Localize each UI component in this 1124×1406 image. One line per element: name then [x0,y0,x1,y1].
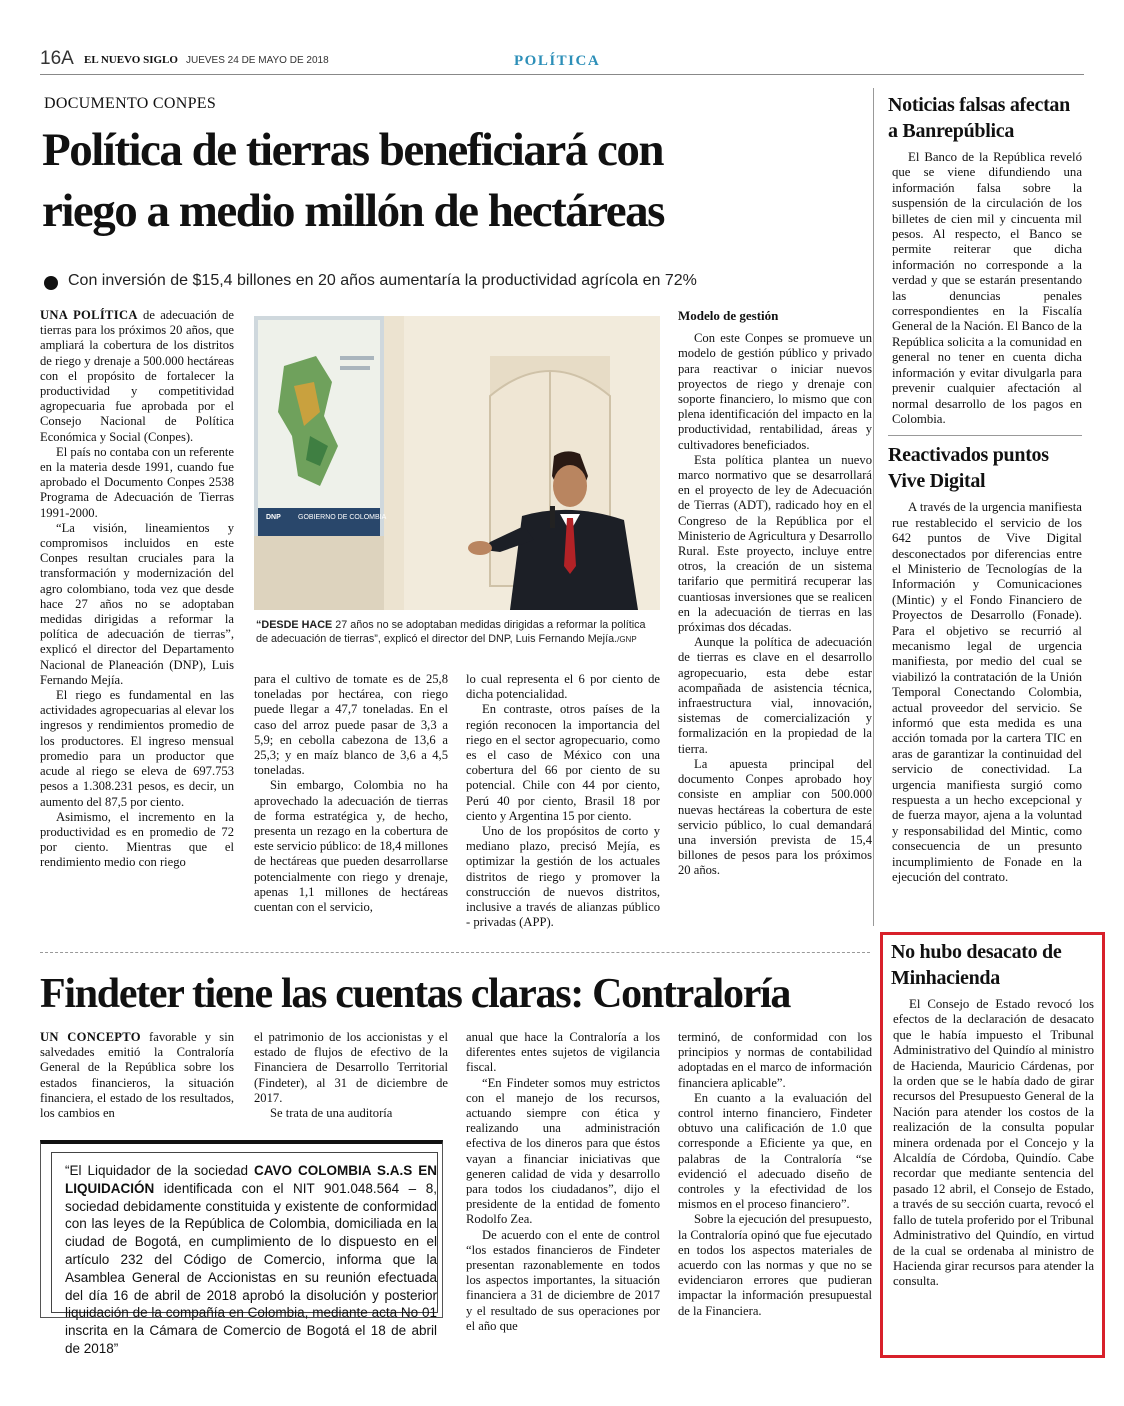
main-column-1 [40,308,234,871]
header-rule [40,74,1084,75]
brief-body: El Banco de la República reveló que se viene difundiendo una información falsa sobre la suspensión de la circulación de los billetes de cien mil y cincuenta mil pesos. Al respecto, el Banco se permite reiterar que dicha información no corresponde a la verdad y que se estarán presentando las denuncias penales correspondientes en la Fiscalía General de la Nación. El Banco de la República solicita a la comunidad en general no tener en cuenta dicha información y evitar divulgarla para prevenir cualquier afectación al normal desarrollo de los pagos en Colombia. [892,150,1082,426]
screen-tag-gobierno: GOBIERNO DE COLOMBIA [298,514,387,521]
brief-body: El Consejo de Estado revocó los efectos de la declaración de desacato que le había impuesto el Tribunal Administrativo del Quindío al ministro de Hacienda, Mauricio Cárdenas, por la orden que se le había dado de girar recursos del Presupuesto General de la Nación para atender los costos de la realización de la consulta popular minera ordenada por el Concejo y la Alcaldía de Córdoba, Quindío. Cabe recordar que mediante sentencia del pasado 12 abril, el Consejo de Estado, a través de su sección cuarta, revocó el fallo de tutela proferido por el Tribunal Administrativo del Quindío, en virtud de la cual se ordenaba al ministro de Hacienda girar recursos para atender la consulta. [893,997,1094,1289]
legal-notice-text: “El Liquidador de la sociedad CAVO COLOMBIA S.A.S EN LIQUIDACIÓN identificada con el NIT 901.048.564 – 8, sociedad debidamente constituida y existente de conformidad con las leyes de la República de Colombia, domiciliada en la ciudad de Bogotá, en cumplimiento de lo dispuesto en el artículo 232 del Código de Comercio, informa que la Asamblea General de Accionistas en su reunión efectuada del día 16 de abril de 2018 aprobó la disolución y posterior liquidación de la compañía en Colombia, mediante acta No 01 inscrita en la Cámara de Comercio de Bogotá el 18 de abril de 2018” [65,1163,437,1356]
masthead: EL NUEVO SIGLO [84,54,178,66]
photo-credit: /GNP [617,635,637,644]
paragraph: el patrimonio de los accionistas y el estado de flujos de efectivo de la Financiera de Desarrollo Territorial (Findeter), al 31 de diciembre de 2017. [254,1030,448,1105]
findeter-headline: Findeter tiene las cuentas claras: Contraloría [40,971,791,1017]
paragraph: La apuesta principal del documento Conpes aprobado hoy consiste en ampliar con 500.000 nuevas hectáreas la cobertura de este servicio público, lo cual demandará una inversión prevista de 15,4 billones de pesos para los próximos 20 años. [678,756,872,878]
paragraph: “En Findeter somos muy estrictos con el manejo de los recursos, actuando siempre con ética y realizando una administración efectiva de los dineros para que éstos vayan a financiar iniciativas que generen calidad de vida y desarrollo para todos los ciudadanos”, dijo el presidente de la entidad de fomento Rodolfo Zea. [466,1075,660,1227]
subhead-bullet [44,276,58,290]
paragraph: terminó, de conformidad con los principios y normas de contabilidad adoptadas en el marco de información financiera aplicable”. [678,1030,872,1090]
caption-lead: “DESDE HACE [256,619,333,631]
page-header [40,48,1084,74]
paragraph: En cuanto a la evaluación del control interno financiero, Findeter obtuvo una calificación de 1.0 que corresponde a Eficiente ya que, en palabras de la Contraloría “se evidenció el adecuado diseño de controles y la efectividad de los mismos en el proceso financiero”. [678,1090,872,1212]
findeter-column-3 [466,1030,660,1334]
paragraph: Se trata de una auditoría [270,1106,393,1121]
brief-title: No hubo desacato de Minhacienda [891,941,1062,989]
section-label: POLÍTICA [514,53,601,69]
legal-notice-box [40,1140,443,1356]
photo-illustration [254,316,660,610]
article-photo [254,316,660,610]
kicker: DOCUMENTO CONPES [44,95,217,112]
page-number: 16A [40,48,74,69]
paragraph: El riego es fundamental en las actividades agropecuarias al elevar los ingresos y rendimientos promedio de los productores. El ingreso mensual promedio para un productor que acude al riego se eleva de 697.753 pesos a 1.308.231 pesos, es decir, un aumento del 87,5 por ciento. [40,688,234,809]
highlighted-brief [880,932,1105,1358]
main-column-2 [254,672,448,915]
paragraph: “La visión, lineamientos y compromisos incluidos en este Conpes resultan cruciales para la transformación y modernización del agro colombiano, toda vez que desde hace 27 años no se adoptaban medidas dirigidas a reformar la política de adecuación de tierras”, explicó el director del Departamento Nacional de Planeación (DNP), Luis Fernando Mejía. [40,520,234,687]
paragraph: anual que hace la Contraloría a los diferentes entes sujetos de vigilancia fiscal. [466,1030,660,1075]
paragraph: Sobre la ejecución del presupuesto, la Contraloría opinó que fue ejecutado en todos los aspectos materiales de acuerdo con las normas y que no se evidenciaron errores que pudieran impactar la información presupuestal de la Financiera. [678,1212,873,1318]
paragraph: para el cultivo de tomate es de 25,8 toneladas por hectárea, con riego puede llegar a 47,7 toneladas. En el caso del arroz puede pasar de 3,3 a 5,9; en cebolla cabezona de 13,6 a 25,3; y en maíz blanco de 3,6 a 4,5 toneladas. [254,672,448,778]
column-subhead: Modelo de gestión [678,308,779,323]
headline [42,120,852,242]
main-column-3 [466,672,660,930]
paragraph: Con este Conpes se promueve un modelo de gestión público y privado para reactivar o iniciar nuevos proyectos de riego y drenaje con soporte financiero, lo mismo que con plena identificación del impacto en la productividad, rentabilidad, áreas y cultivadores beneficiados. [678,331,872,452]
issue-date: JUEVES 24 DE MAYO DE 2018 [186,55,329,66]
paragraph: UN CONCEPTO favorable y sin salvedades emitió la Contraloría General de la República sobre los estados financieros, la situación financiera, el estado de los resultados, los cambios en [40,1030,234,1121]
paragraph: UNA POLÍTICA de adecuación de tierras para los próximos 20 años, que ampliará la cobertura de los distritos de riego y drenaje a 500.000 hectáreas con el propósito de fortalecer la productividad y competitividad agropecuaria fue aprobada por el Consejo Nacional de Política Económica y Social (Conpes). [40,308,234,444]
findeter-column-2 [254,1030,448,1121]
sidebar [882,88,1088,885]
column-divider [873,88,874,926]
findeter-column-4 [678,1030,872,1319]
headline-line-1: Política de tierras beneficiará con [42,124,663,176]
paragraph: lo cual representa el 6 por ciento de dicha potencialidad. [466,672,660,702]
paragraph: En contraste, otros países de la región reconocen la importancia del riego en el sector agropecuario, como es el caso de México con una cobertura del 66 por ciento de su potencial. Chile con 44 por ciento, Perú 40 por ciento, Brasil 18 por ciento y Argentina 15 por ciento. [466,702,660,823]
paragraph: De acuerdo con el ente de control “los estados financieros de Findeter presentan razonablemente en todos los aspectos importantes, la situación financiera a 31 de diciembre de 2017 y el resultado de sus operaciones por el año que [466,1227,660,1333]
paragraph: Uno de los propósitos de corto y mediano plazo, precisó Mejía, es optimizar la gestión de los actuales distritos de riego y promover la construcción de nuevos distritos, inclusive a través de alianzas público - privadas (APP). [466,824,660,930]
paragraph: El país no contaba con un referente en la materia desde 1991, cuando fue aprobado el Documento Conpes 2538 Programa de Adecuación de Tierras 1991-2000. [40,444,234,520]
photo-caption: “DESDE HACE 27 años no se adoptaban medidas dirigidas a reformar la política de adecuación de tierras”, explicó el director del DNP, Luis Fernando Mejía./GNP [256,619,646,645]
headline-line-2: riego a medio millón de hectáreas [42,185,664,237]
paragraph: Sin embargo, Colombia no ha aprovechado la adecuación de tierras de forma estratégica y, de hecho, presenta un rezago en la cobertura de este servicio público: de 18,4 millones de hectáreas que pueden desarrollarse potencialmente con riego y drenaje, apenas 1,1 millones de hectáreas cuentan con el servicio, [254,778,448,915]
subhead: Con inversión de $15,4 billones en 20 años aumentaría la productividad agrícola en 72% [68,272,697,289]
brief-title: Noticias falsas afectan a Banrepública [888,94,1070,142]
paragraph: Aunque la política de adecuación de tierras es clave en el desarrollo agropecuario, esta debe estar acompañada de asistencia técnica, infraestructura vial, innovación, sistemas de comercialización y formalización en la propiedad de la tierra. [678,635,872,756]
screen-tag-dnp: DNP [266,514,281,521]
lead-in: UNA POLÍTICA [40,308,138,322]
lead-in: UN CONCEPTO [40,1030,141,1044]
paragraph: Asimismo, el incremento en la productividad es en promedio de 72 por ciento. Mientras que el rendimiento medio con riego [40,809,234,870]
brief-body: A través de la urgencia manifiesta rue restablecido el servicio de los 642 puntos de Vive Digital desconectados por diferencias entre el Ministerio de Tecnologías de la Información y Comunicaciones (Mintic) y el Fondo Financiero de Proyectos de Desarrollo (Fonade). Para el objetivo se recurrió al mecanismo legal de urgencia manifiesta, por medio del cual se viabilizó la contratación de la Unión Temporal Conectando Colombia, actual proveedor del servicio. Se informó que esta medida es una acción tomada por la cartera TIC en aras de garantizar la continuidad del servicio de conectividad. La urgencia manifiesta surgió como respuesta a un hecho excepcional y de fuerza mayor, ajena a la voluntad y responsabilidad del Mintic, como consecuencia de un presunto incumplimiento de Fonade en la ejecución del contrato. [892,500,1082,885]
brief-title: Reactivados puntos Vive Digital [888,444,1049,493]
paragraph: Esta política plantea un nuevo marco normativo que se desarrollará en el proyecto de ley de Adecuación de Tierras (ADT), radicado hoy en el Congreso de la República por el Ministerio de Agricultura y Desarrollo Rural. Este proyecto, incluye entre otros, la creación de un sistema tarifario que permitirá recuperar las cuantiosas inversiones que se realicen en la adecuación de tierras en las próximas dos décadas. [678,452,872,635]
main-column-4 [678,308,872,879]
findeter-column-1 [40,1030,234,1121]
company-name: CAVO COLOMBIA S.A.S EN LIQUIDACIÓN [65,1163,437,1196]
section-divider [40,952,870,953]
